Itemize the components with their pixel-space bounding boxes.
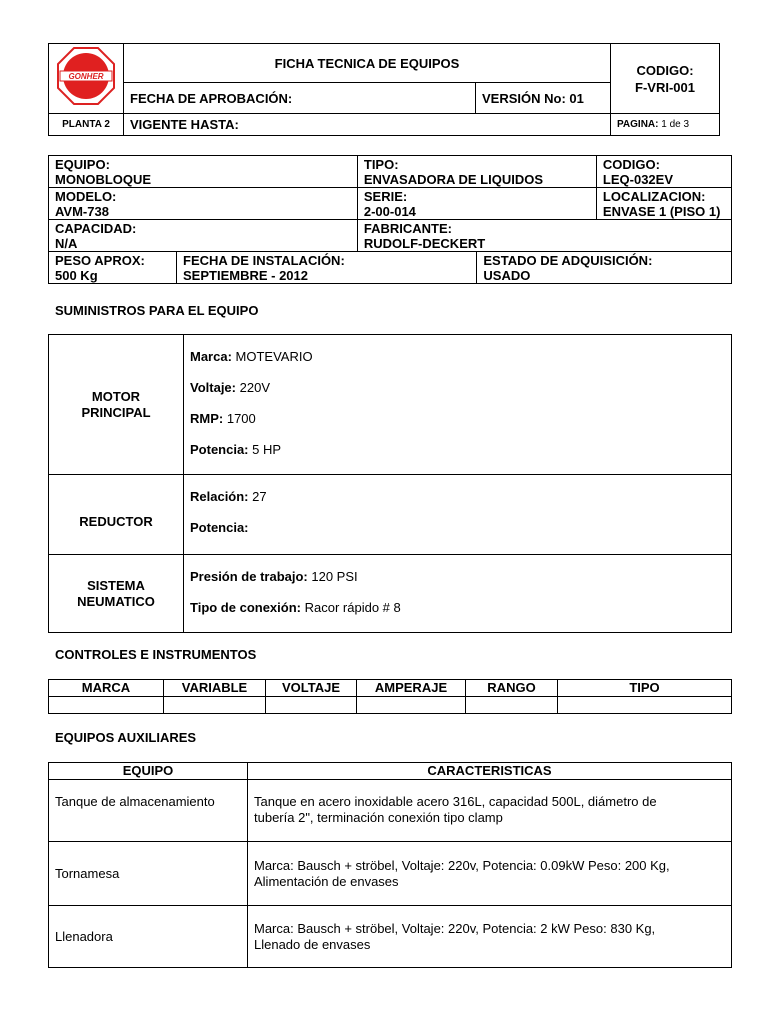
info-modelo-value: AVM-738 bbox=[55, 203, 109, 219]
motor-marca bbox=[190, 349, 725, 365]
info-tipo bbox=[357, 156, 596, 188]
info-capacidad-value: N/A bbox=[55, 235, 78, 251]
neumatico-label-1: SISTEMA bbox=[87, 577, 145, 593]
aux-car-1-line-1: Marca: Bausch + ströbel, Voltaje: 220v, Potencia: 0.09kW Peso: 200 Kg, bbox=[254, 857, 670, 873]
info-peso bbox=[49, 252, 177, 284]
reductor-details bbox=[184, 475, 732, 555]
info-estado bbox=[477, 252, 732, 284]
info-equipo bbox=[49, 156, 358, 188]
table-row bbox=[49, 842, 732, 906]
neumatico-conexion bbox=[190, 600, 725, 616]
info-localizacion bbox=[596, 188, 731, 220]
motor-rmp-value: 1700 bbox=[226, 411, 256, 426]
info-fabricante bbox=[357, 220, 731, 252]
motor-label-1: MOTOR bbox=[91, 388, 141, 404]
col-variable: VARIABLE bbox=[164, 680, 266, 697]
motor-label-2: PRINCIPAL bbox=[81, 404, 151, 420]
neumatico-details bbox=[184, 555, 732, 633]
info-fabricante-value: RUDOLF-DECKERT bbox=[363, 235, 486, 251]
info-fecha-inst-label: FECHA DE INSTALACIÓN: bbox=[183, 252, 345, 268]
empty-cell bbox=[164, 697, 266, 714]
motor-voltaje-value: 220V bbox=[239, 380, 270, 395]
auxiliares-title: EQUIPOS AUXILIARES bbox=[55, 730, 197, 745]
reductor-label: REDUCTOR bbox=[49, 475, 184, 555]
info-codigo bbox=[596, 156, 731, 188]
info-localizacion-value: ENVASE 1 (PISO 1) bbox=[602, 203, 721, 219]
info-estado-label: ESTADO DE ADQUISICIÓN: bbox=[483, 252, 653, 268]
info-peso-value: 500 Kg bbox=[55, 267, 98, 283]
pagina-label: PAGINA: bbox=[617, 119, 659, 130]
aux-car-2-line-1: Marca: Bausch + ströbel, Voltaje: 220v, Potencia: 2 kW Peso: 830 Kg, bbox=[254, 920, 656, 936]
neumatico-conexion-value: Racor rápido # 8 bbox=[304, 600, 401, 615]
motor-rmp bbox=[190, 411, 725, 427]
header-codigo-label: CODIGO: bbox=[636, 62, 694, 78]
reductor-potencia-label: Potencia: bbox=[190, 520, 249, 535]
table-row bbox=[49, 906, 732, 968]
col-amperaje: AMPERAJE bbox=[357, 680, 466, 697]
col-rango: RANGO bbox=[466, 680, 558, 697]
col-voltaje: VOLTAJE bbox=[266, 680, 357, 697]
motor-details bbox=[184, 335, 732, 475]
controles-title: CONTROLES E INSTRUMENTOS bbox=[55, 647, 257, 662]
reductor-potencia bbox=[190, 520, 725, 536]
reductor-relacion bbox=[190, 489, 725, 505]
pagina bbox=[611, 114, 720, 136]
motor-voltaje-label: Voltaje: bbox=[190, 380, 236, 395]
empty-cell bbox=[266, 697, 357, 714]
empty-cell bbox=[49, 697, 164, 714]
controles-table bbox=[48, 679, 732, 714]
info-codigo-label: CODIGO: bbox=[602, 156, 660, 172]
aux-car-0-line-1: Tanque en acero inoxidable acero 316L, capacidad 500L, diámetro de bbox=[254, 794, 657, 809]
info-peso-label: PESO APROX: bbox=[55, 252, 145, 268]
info-serie-value: 2-00-014 bbox=[363, 203, 416, 219]
logo-text: GONHER bbox=[68, 72, 104, 81]
info-estado-value: USADO bbox=[483, 267, 531, 283]
equipment-info-table bbox=[48, 155, 732, 284]
info-serie-label: SERIE: bbox=[363, 188, 408, 204]
version: VERSIÓN No: 01 bbox=[476, 83, 611, 114]
motor-potencia-value: 5 HP bbox=[252, 442, 282, 457]
aux-car-0-line-2: tubería 2", terminación conexión tipo clamp bbox=[254, 810, 503, 825]
neumatico-presion-value: 120 PSI bbox=[311, 569, 358, 584]
info-fecha-inst-value: SEPTIEMBRE - 2012 bbox=[183, 267, 308, 283]
col-tipo: TIPO bbox=[558, 680, 732, 697]
reductor-relacion-value: 27 bbox=[252, 489, 267, 504]
info-equipo-label: EQUIPO: bbox=[55, 156, 110, 172]
info-capacidad bbox=[49, 220, 358, 252]
empty-cell bbox=[558, 697, 732, 714]
planta: PLANTA 2 bbox=[49, 114, 124, 136]
neumatico-label-2: NEUMATICO bbox=[77, 593, 155, 609]
neumatico-presion-label: Presión de trabajo: bbox=[190, 569, 308, 584]
motor-potencia bbox=[190, 442, 725, 458]
info-fecha-instalacion bbox=[177, 252, 477, 284]
neumatico-presion bbox=[190, 569, 725, 585]
table-row bbox=[49, 780, 732, 842]
info-localizacion-label: LOCALIZACION: bbox=[602, 188, 706, 204]
aux-equipo-1: Tornamesa bbox=[49, 842, 248, 906]
suministros-title: SUMINISTROS PARA EL EQUIPO bbox=[55, 303, 259, 318]
auxiliares-table bbox=[48, 762, 732, 968]
info-equipo-value: MONOBLOQUE bbox=[55, 171, 152, 187]
col-marca: MARCA bbox=[49, 680, 164, 697]
info-capacidad-label: CAPACIDAD: bbox=[55, 220, 137, 236]
document-title: FICHA TECNICA DE EQUIPOS bbox=[124, 44, 611, 83]
neumatico-conexion-label: Tipo de conexión: bbox=[190, 600, 301, 615]
aux-car-0 bbox=[248, 780, 732, 842]
vigente-hasta: VIGENTE HASTA: bbox=[124, 114, 611, 136]
neumatico-label bbox=[49, 555, 184, 633]
header-codigo bbox=[611, 44, 720, 114]
logo-cell bbox=[49, 44, 124, 114]
motor-voltaje bbox=[190, 380, 725, 396]
document-header bbox=[48, 43, 720, 136]
motor-potencia-label: Potencia: bbox=[190, 442, 249, 457]
info-modelo-label: MODELO: bbox=[55, 188, 117, 204]
info-tipo-label: TIPO: bbox=[363, 156, 399, 172]
col-caracteristicas: CARACTERISTICAS bbox=[248, 763, 732, 780]
info-serie bbox=[357, 188, 596, 220]
company-logo bbox=[54, 44, 118, 108]
aux-car-1 bbox=[248, 842, 732, 906]
reductor-relacion-label: Relación: bbox=[190, 489, 249, 504]
info-modelo bbox=[49, 188, 358, 220]
empty-cell bbox=[466, 697, 558, 714]
fecha-aprobacion: FECHA DE APROBACIÓN: bbox=[124, 83, 476, 114]
pagina-value: 1 de 3 bbox=[661, 119, 690, 130]
motor-label bbox=[49, 335, 184, 475]
info-codigo-value: LEQ-032EV bbox=[602, 171, 673, 187]
col-equipo: EQUIPO bbox=[49, 763, 248, 780]
aux-car-2-line-2: Llenado de envases bbox=[254, 936, 371, 952]
header-codigo-value: F-VRI-001 bbox=[635, 79, 695, 95]
info-fabricante-label: FABRICANTE: bbox=[363, 220, 452, 236]
suministros-table bbox=[48, 334, 732, 633]
aux-equipo-0: Tanque de almacenamiento bbox=[49, 780, 248, 842]
motor-rmp-label: RMP: bbox=[190, 411, 224, 426]
aux-equipo-2: Llenadora bbox=[49, 906, 248, 968]
aux-car-2 bbox=[248, 906, 732, 968]
motor-marca-value: MOTEVARIO bbox=[235, 349, 313, 364]
empty-cell bbox=[357, 697, 466, 714]
aux-car-1-line-2: Alimentación de envases bbox=[254, 873, 399, 889]
motor-marca-label: Marca: bbox=[190, 349, 232, 364]
info-tipo-value: ENVASADORA DE LIQUIDOS bbox=[363, 171, 543, 187]
